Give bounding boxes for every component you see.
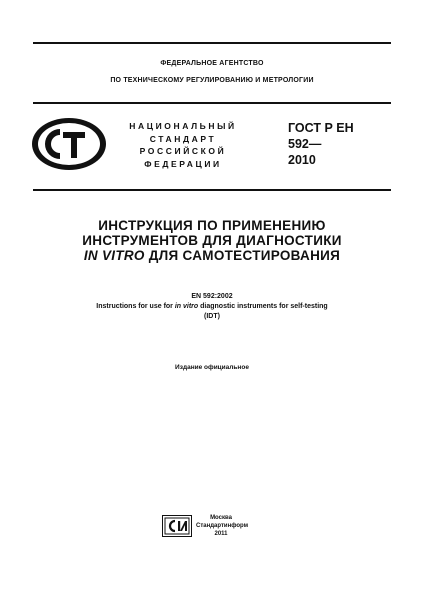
national-line-4: ФЕДЕРАЦИИ: [144, 158, 222, 169]
standartinform-logo-icon: [162, 515, 192, 537]
rule-below-standard: [33, 189, 391, 191]
official-edition-label: Издание официальное: [175, 364, 249, 371]
agency-line-1: ФЕДЕРАЛЬНОЕ АГЕНТСТВО: [160, 60, 264, 67]
code-line-2: 592—: [288, 137, 322, 151]
publisher-city: Москва: [210, 515, 232, 521]
national-line-1: НАЦИОНАЛЬНЫЙ: [129, 121, 237, 131]
english-reference: [0, 292, 424, 322]
en-title-after: diagnostic instruments for self-testing: [198, 303, 328, 310]
agency-line-2: ПО ТЕХНИЧЕСКОМУ РЕГУЛИРОВАНИЮ И МЕТРОЛОГИИ: [110, 77, 314, 84]
title-line-3: [0, 248, 424, 263]
rule-above-standard: [33, 102, 391, 104]
en-title: [0, 302, 424, 312]
title-line-3-rest: ДЛЯ САМОТЕСТИРОВАНИЯ: [144, 248, 341, 263]
code-line-1: ГОСТ Р ЕН: [288, 121, 354, 135]
en-title-before: Instructions for use for: [96, 303, 175, 310]
publisher-name: Стандартинформ: [196, 523, 249, 529]
top-rule: [33, 42, 391, 44]
publisher-info: [196, 514, 249, 538]
title-line-1: ИНСТРУКЦИЯ ПО ПРИМЕНЕНИЮ: [98, 218, 326, 233]
code-line-3: 2010: [288, 153, 316, 167]
national-line-3: РОССИЙСКОЙ: [139, 146, 227, 156]
title-italic-in-vitro: IN VITRO: [83, 248, 145, 263]
standard-code: [288, 120, 354, 168]
en-standard-ref: EN 592:2002: [191, 293, 233, 300]
national-line-2: СТАНДАРТ: [149, 133, 217, 144]
publisher-year: 2011: [214, 531, 228, 537]
national-standard-label: [108, 120, 258, 170]
en-idt: (IDT): [204, 313, 220, 320]
rst-emblem-icon: [30, 116, 108, 172]
document-title: [0, 218, 424, 263]
title-line-2: ИНСТРУМЕНТОВ ДЛЯ ДИАГНОСТИКИ: [82, 233, 342, 248]
en-title-italic: in vitro: [174, 303, 199, 310]
